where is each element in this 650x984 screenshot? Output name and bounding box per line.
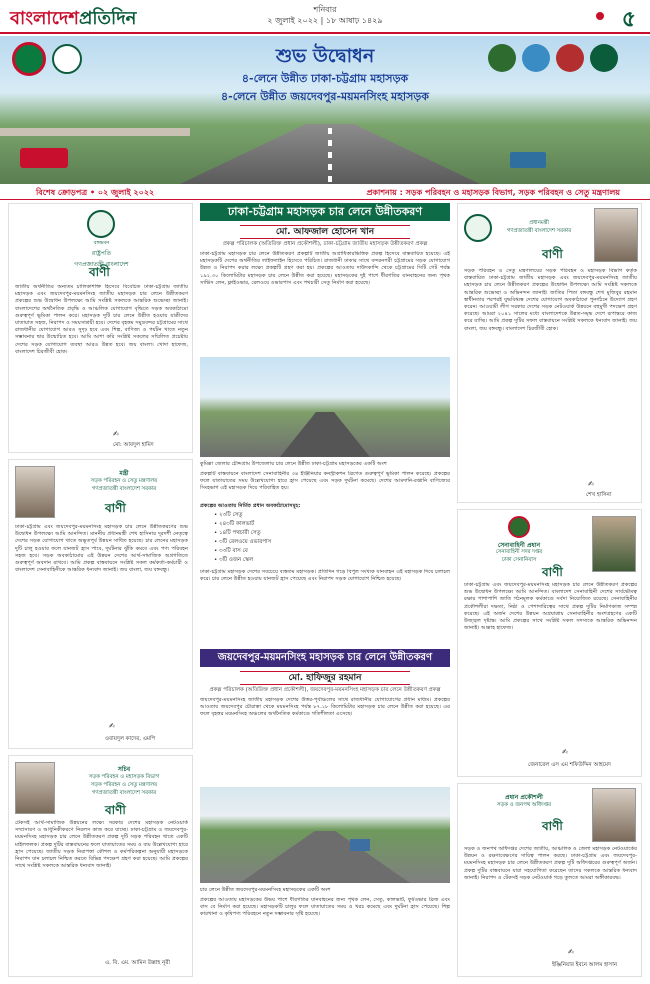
corps-logo-icon	[556, 44, 584, 72]
secretary-message-body: টেকসই আর্থ-সামাজিক উন্নয়নের লক্ষ্যে সরকার দেশের মহাসড়ক নেটওয়ার্ক সম্প্রসারণ ও আধুনিকীকরণে নিরলস কাজ করে যাচ্ছে। ঢাকা-চট্টগ্রাম ও জয়দেবপুর-ময়মনসিংহ মহাসড়ক চার লেনে উন্নীতকরণ প্রকল্প দুটি সড়ক পরিবহন খাতে একটি মাইলফলক। প্রকল্প দুটির বাস্তবায়নের ফলে যাতায়াতের সময় ও ব্যয় উল্লেখযোগ্য হারে হ্রাস পেয়েছে। জাতীয় সড়ক নিরাপত্তা কৌশল ও কর্মপরিকল্পনা অনুযায়ী মহাসড়কে নিরাপদ যান চলাচল নিশ্চিত করতে বিভিন্ন পদক্ষেপ গ্রহণ করা হয়েছে। আমি প্রকল্পের সাথে সংশ্লিষ্ট সকলকে আন্তরিক ধন্যবাদ জানাই।	[15, 820, 188, 870]
president-office: রাষ্ট্রপতি গণপ্রজাতন্ত্রী বাংলাদেশ	[74, 250, 129, 268]
chief-engineer-photo	[592, 788, 636, 842]
list-item: • ১৪টি পথচারী সেতু	[214, 530, 261, 536]
day-label: শনিবার	[313, 5, 337, 14]
minister-message	[8, 459, 193, 749]
army-chief-office: সেনাবাহিনী সদর দপ্তর ঢাকা সেনানিবাস	[495, 549, 543, 563]
minister-message-body: ঢাকা-চট্টগ্রাম এবং জয়দেবপুর-ময়মনসিংহ মহাসড়ক চার লেনে উন্নীতকরণের শুভ উদ্বোধন উপলক্ষ্যে আমি আনন্দিত। মাননীয় প্রধানমন্ত্রী শেখ হাসিনার দূরদর্শী নেতৃত্বে দেশের সড়ক যোগাযোগ খাতে অভূতপূর্ব উন্নয়ন সাধিত হয়েছে। চার লেনের মহাসড়ক দুটি চালু হওয়ার ফলে যানজট হ্রাস পাবে, দুর্ঘটনার ঝুঁকি কমবে এবং পণ্য পরিবহন সহজ হবে। সড়ক অবকাঠামোর এই উন্নয়ন দেশের আর্থ-সামাজিক অগ্রগতিতে গুরুত্বপূর্ণ অবদান রাখবে। আমি প্রকল্প বাস্তবায়নে সংশ্লিষ্ট সকল কর্মকর্তা-কর্মচারী ও বাংলাদেশ সেনাবাহিনীকে আন্তরিক ধন্যবাদ জানাই। জয় বাংলা, জয় বঙ্গবন্ধু।	[15, 524, 188, 574]
publisher-credit: প্রকাশনায় : সড়ক পরিবহন ও মহাসড়ক বিভাগ, সড়ক পরিবহন ও সেতু মন্ত্রণালয়	[366, 188, 620, 197]
message-heading: বাণী	[105, 501, 126, 515]
president-emblem-text: বঙ্গভবন	[93, 240, 110, 246]
flyover-graphic	[0, 128, 190, 136]
ministry-logo-icon	[52, 44, 82, 74]
secretary-photo	[15, 762, 55, 814]
message-heading: বাণী	[542, 819, 563, 833]
list-item: • ২৩টি সেতু	[214, 512, 243, 518]
article2-author: মো. হাফিজুর রহমান	[240, 671, 410, 685]
joydebpur-highway-photo	[200, 787, 450, 883]
chief-engineer-message-body: সড়ক ও জনপথ অধিদপ্তর দেশের জাতীয়, আঞ্চলিক ও জেলা মহাসড়ক নেটওয়ার্কের উন্নয়ন ও রক্ষণাবেক্ষণের দায়িত্ব পালন করছে। ঢাকা-চট্টগ্রাম এবং জয়দেবপুর-ময়মনসিংহ মহাসড়ক চার লেনে উন্নীতকরণ প্রকল্প দুটি অধিদপ্তরের গুরুত্বপূর্ণ অর্জন। প্রকল্প দুটির বাস্তবায়নে যারা সহযোগিতা করেছেন তাদের সকলকে আন্তরিক ধন্যবাদ জানাই। নিরাপদ ও টেকসই সড়ক নেটওয়ার্ক গড়ে তুলতে আমরা অঙ্গীকারবদ্ধ।	[464, 846, 637, 881]
minister-name: ওবায়দুল কাদের, এমপি	[105, 736, 156, 742]
chief-engineer-label: প্রধান প্রকৌশলী	[505, 794, 543, 801]
signature: ✍	[109, 722, 115, 730]
article2-photo-caption: চার লেনে উন্নীত জয়দেবপুর-ময়মনসিংহ মহাসড়কের একটি অংশ	[200, 887, 331, 893]
pm-photo	[594, 208, 638, 262]
brand-part1: বাংলাদেশ	[10, 8, 79, 29]
bus-graphic	[20, 148, 68, 168]
article1-author-role: প্রকল্প পরিচালক (অতিরিক্ত প্রধান প্রকৌশলী), ঢাকা-চট্টগ্রাম জাতীয় মহাসড়ক উন্নীতকরণ প্রকল্প	[222, 241, 428, 247]
pm-seal-icon	[464, 214, 492, 242]
banner-subtitle-1: ৪-লেনে উন্নীত ঢাকা-চট্টগ্রাম মহাসড়ক	[241, 72, 409, 85]
article1-photo-caption: কুমিল্লা জেলার চৌদ্দগ্রাম উপজেলায় চার লেনে উন্নীত ঢাকা-চট্টগ্রাম মহাসড়কের একটি অংশ	[200, 461, 387, 467]
newspaper-logo	[10, 4, 136, 35]
list-item: • ৩টি রেলওয়ে ওভারপাস	[214, 539, 272, 545]
signature: ✍	[588, 480, 594, 488]
president-message	[8, 203, 193, 453]
list-item: • ২৪৩টি কালভার্ট	[214, 521, 255, 527]
minister-label: মন্ত্রী	[119, 470, 129, 477]
article2-headline: জয়দেবপুর-ময়মনসিংহ মহাসড়ক চার লেনে উন্নীতকরণ	[200, 649, 450, 667]
list-item: • ৩টি ওজন স্কেল	[214, 557, 254, 563]
army-chief-name: জেনারেল এস এম শফিউদ্দিন আহমেদ	[528, 762, 611, 768]
road-graphic	[240, 831, 410, 883]
pm-name: শেখ হাসিনা	[586, 492, 612, 498]
secretary-label: সচিব	[117, 766, 131, 773]
secretary-name: এ. বি. এম. আমিন উল্লাহ নূরী	[105, 960, 170, 966]
article2-author-role: প্রকল্প পরিচালক (অতিরিক্ত প্রধান প্রকৌশলী), জয়দেবপুর-ময়মনসিংহ মহাসড়ক চার লেনে উন্নীতকরণ প্রকল্প	[209, 687, 441, 693]
banner-subtitle-2: ৪-লেনে উন্নীত জয়দেবপুর-ময়মনসিংহ মহাসড়ক	[221, 90, 429, 103]
minister-office: সড়ক পরিবহন ও সেতু মন্ত্রণালয় গণপ্রজাতন্ত্রী বাংলাদেশ সরকার	[90, 478, 158, 492]
president-message-body: জাতীয় অর্থনীতির অন্যতম চালিকাশক্তি হিসেবে বিবেচিত ঢাকা-চট্টগ্রাম জাতীয় মহাসড়ক এবং জয়দেবপুর-ময়মনসিংহ জাতীয় মহাসড়ক চার লেনে উন্নীতকরণ প্রকল্পের শুভ উদ্বোধন উপলক্ষ্যে আমি সংশ্লিষ্ট সকলকে আন্তরিক শুভেচ্ছা জানাই। বাংলাদেশের অর্থনৈতিক প্রবৃদ্ধি ও আঞ্চলিক যোগাযোগ বৃদ্ধিতে সড়ক অবকাঠামো গুরুত্বপূর্ণ ভূমিকা পালন করে। মহাসড়ক দুটি চার লেনে উন্নীত হওয়ায় যাত্রীদের যাতায়াত সহজ, নিরাপদ ও সময়সাশ্রয়ী হবে। দেশের বৃহত্তম সমুদ্রবন্দর চট্টগ্রামের সাথে রাজধানীর যোগাযোগ আরও সুদৃঢ় হবে এবং শিল্প, বাণিজ্য ও পর্যটন খাতে নতুন সম্ভাবনার দ্বার উন্মোচিত হবে। আমি আশা করি সংশ্লিষ্ট সকলের সম্মিলিত প্রচেষ্টায় দেশের সড়ক যোগাযোগ ব্যবস্থা আরও উন্নত হবে। জয় বাংলা। খোদা হাফেজ, বাংলাদেশ চিরজীবী হোক।	[15, 284, 188, 355]
dhaka-ctg-highway-photo	[200, 357, 450, 457]
army-chief-message	[457, 509, 642, 777]
message-heading: বাণী	[542, 247, 563, 261]
components-list	[214, 511, 434, 565]
chief-engineer-name: ইঞ্জিনিয়ার ইবনে আলম হাসান	[552, 962, 618, 968]
date-label: ২ জুলাই ২০২২ | ১৮ আষাঢ় ১৪২৯	[267, 16, 383, 25]
pm-office: প্রধানমন্ত্রী গণপ্রজাতন্ত্রী বাংলাদেশ সরকার	[506, 220, 572, 234]
truck-graphic	[350, 839, 370, 851]
pm-message-body: সড়ক পরিবহন ও সেতু মন্ত্রণালয়ের সড়ক পরিবহন ও মহাসড়ক বিভাগ কর্তৃক বাস্তবায়িত ঢাকা-চট্টগ্রাম জাতীয় মহাসড়ক এবং জয়দেবপুর-ময়মনসিংহ জাতীয় মহাসড়ক চার লেনে উন্নীতকরণ প্রকল্পের উদ্বোধন উপলক্ষ্যে আমি সংশ্লিষ্ট সকলকে আন্তরিক শুভেচ্ছা ও অভিনন্দন জানাই। জাতির পিতা বঙ্গবন্ধু শেখ মুজিবুর রহমান স্বাধীনতার পরপরই যুদ্ধবিধ্বস্ত দেশের যোগাযোগ অবকাঠামো পুনর্গঠনে উদ্যোগ গ্রহণ করেন। আওয়ামী লীগ সরকার দেশের সড়ক নেটওয়ার্ক উন্নয়নে বহুমুখী পদক্ষেপ গ্রহণ করেছে। আমরা ২০৪১ সালের মধ্যে বাংলাদেশকে উন্নত-সমৃদ্ধ দেশে রূপান্তরে কাজ করে যাচ্ছি। আমি প্রকল্প দুটির সফল বাস্তবায়নে সংশ্লিষ্ট সকলকে ধন্যবাদ জানাই। জয় বাংলা, জয় বঙ্গবন্ধু। বাংলাদেশ চিরজীবী হোক।	[464, 268, 637, 332]
government-emblem-icon	[12, 42, 46, 76]
truck-graphic	[510, 152, 546, 168]
army-chief-photo	[592, 516, 636, 572]
secretary-office: সড়ক পরিবহন ও মহাসড়ক বিভাগ সড়ক পরিবহন ও সেতু মন্ত্রণালয় গণপ্রজাতন্ত্রী বাংলাদেশ সরকার	[88, 774, 160, 796]
president-name: মো: আবদুল হামিদ	[113, 442, 154, 448]
article1-body-2: প্রকল্পটি বাস্তবায়নে বাংলাদেশ সেনাবাহিনীর ৩৪ ইঞ্জিনিয়ার কনস্ট্রাকশন ব্রিগেড গুরুত্বপূর্ণ ভূমিকা পালন করেছে। প্রকল্পের ফলে যাতায়াতের সময় উল্লেখযোগ্য হারে হ্রাস পেয়েছে এবং সড়ক দুর্ঘটনা কমেছে। দেশের আমদানি-রপ্তানি বাণিজ্যের সিংহভাগ এই মহাসড়ক দিয়ে পরিবাহিত হয়।	[200, 471, 450, 492]
article2-body-2: প্রকল্পের আওতায় মহাসড়কের উভয় পাশে ধীরগতির যানবাহনের জন্য পৃথক লেন, সেতু, কালভার্ট, ফুটওভার ব্রিজ এবং বাস বে নির্মাণ করা হয়েছে। মহাসড়কটি চালুর ফলে যাতায়াতের সময় ও খরচ কমেছে এবং দুর্ঘটনা হ্রাস পেয়েছে। শিল্প কারখানা ও কৃষিপণ্য পরিবহনে নতুন সম্ভাবনার সৃষ্টি হয়েছে।	[200, 897, 450, 918]
signature: ✍	[568, 948, 574, 956]
roads-dept-logo-icon	[590, 44, 618, 72]
red-dot-icon	[596, 12, 604, 20]
signature: ✍	[562, 748, 568, 756]
article1-author: মো. আফজাল হোসেন খান	[240, 225, 410, 239]
army-crest-icon	[508, 516, 530, 538]
banner-title: শুভ উদ্বোধন	[275, 45, 375, 67]
signature: ✍	[113, 430, 119, 438]
article2-body-1: জয়দেবপুর-ময়মনসিংহ জাতীয় মহাসড়ক দেশের উত্তর-পূর্বাঞ্চলের সাথে রাজধানীর যোগাযোগের প্রধান মাধ্যম। প্রকল্পের আওতায় জয়দেবপুর চৌরাস্তা থেকে ময়মনসিংহ পর্যন্ত ৮৭.১৮ কিলোমিটার মহাসড়ক চার লেনে উন্নীত করা হয়েছে। এর ফলে বৃহত্তর ময়মনসিংহ অঞ্চলের অর্থনৈতিক কর্মকাণ্ডে গতিশীলতা এসেছে।	[200, 697, 450, 718]
army-logo-icon	[488, 44, 516, 72]
article1-headline: ঢাকা-চট্টগ্রাম মহাসড়ক চার লেনে উন্নীতকরণ	[200, 203, 450, 221]
lane-marking-graphic	[328, 128, 332, 184]
masthead	[0, 0, 650, 34]
message-heading: বাণী	[89, 265, 110, 279]
message-heading: বাণী	[105, 803, 126, 817]
page-number: ৫	[621, 7, 636, 32]
message-heading: বাণী	[542, 565, 563, 579]
chief-engineer-message	[457, 783, 642, 977]
army-chief-label: সেনাবাহিনী প্রধান	[497, 542, 541, 549]
brand-part2: প্রতিদিন	[78, 8, 137, 29]
article1-body-1: ঢাকা-চট্টগ্রাম মহাসড়ক চার লেনে উন্নীতকরণ প্রকল্পটি জাতীয় অগ্রাধিকারভিত্তিক প্রকল্প হিসেবে বাস্তবায়িত হয়েছে। এই মহাসড়কটি দেশের অর্থনীতির লাইফলাইন হিসেবে পরিচিত। রাজধানী ঢাকার সাথে বন্দরনগরী চট্টগ্রামের সড়ক যোগাযোগ উন্নত ও নিরাপদ করার লক্ষ্যে প্রকল্পটি গ্রহণ করা হয়। প্রকল্পের আওতায় দাউদকান্দি থেকে চট্টগ্রামের সিটি গেট পর্যন্ত ১৯২.৩০ কিলোমিটার মহাসড়ক চার লেনে উন্নীত করা হয়েছে। মহাসড়কের দুই পাশে ধীরগতির যানবাহনের জন্য পৃথক সার্ভিস লেন, ফ্লাইওভার, রেলওয়ে ওভারপাস এবং পথচারী সেতু নির্মাণ করা হয়েছে।	[200, 251, 450, 286]
hero-banner	[0, 36, 650, 184]
minister-photo	[15, 466, 55, 518]
dateline	[200, 4, 450, 26]
supplement-title: বিশেষ ক্রোড়পত্র • ০২ জুলাই ২০২২	[36, 188, 155, 197]
article1-body-3: ঢাকা-চট্টগ্রাম মহাসড়ক দেশের সবচেয়ে ব্যস্ততম মহাসড়ক। প্রতিদিন গড়ে বিপুল সংখ্যক যানবাহন এই মহাসড়ক দিয়ে চলাচল করে। চার লেনে উন্নীত হওয়ায় যানজট হ্রাস পেয়েছে এবং নিরাপদ সড়ক যোগাযোগ নিশ্চিত হয়েছে।	[200, 569, 450, 583]
chief-engineer-office: সড়ক ও জনপথ অধিদপ্তর	[497, 802, 551, 808]
supplement-bar	[0, 186, 650, 200]
secretary-message	[8, 755, 193, 977]
army-chief-message-body: ঢাকা-চট্টগ্রাম এবং জয়দেবপুর-ময়মনসিংহ মহাসড়ক চার লেনে উন্নীতকরণ প্রকল্পের শুভ উদ্বোধন উপলক্ষ্যে আমি আনন্দিত। বাংলাদেশ সেনাবাহিনী দেশের সার্বভৌমত্ব রক্ষার পাশাপাশি জাতি গঠনমূলক কর্মকাণ্ডে সর্বদা নিয়োজিত রয়েছে। সেনাবাহিনীর প্রকৌশলীরা দক্ষতা, নিষ্ঠা ও পেশাদারিত্বের সাথে প্রকল্প দুটির নির্মাণকাজ সম্পন্ন করেছে। এই অর্জন দেশের উন্নয়ন অগ্রযাত্রায় সেনাবাহিনীর অংশগ্রহণের একটি উজ্জ্বল দৃষ্টান্ত। আমি প্রকল্পের সাথে সংশ্লিষ্ট সকল সদস্যকে আন্তরিক অভিনন্দন জানাই। আল্লাহ হাফেজ।	[464, 582, 637, 632]
prime-minister-message	[457, 203, 642, 503]
list-item: • ৩৩টি বাস বে	[214, 548, 248, 554]
components-intro: প্রকল্পের আওতায় নির্মিত প্রধান অবকাঠামোসমূহ:	[200, 503, 301, 509]
bangabhaban-seal-icon	[87, 210, 115, 238]
engineer-brigade-logo-icon	[522, 44, 550, 72]
road-graphic	[280, 412, 370, 457]
